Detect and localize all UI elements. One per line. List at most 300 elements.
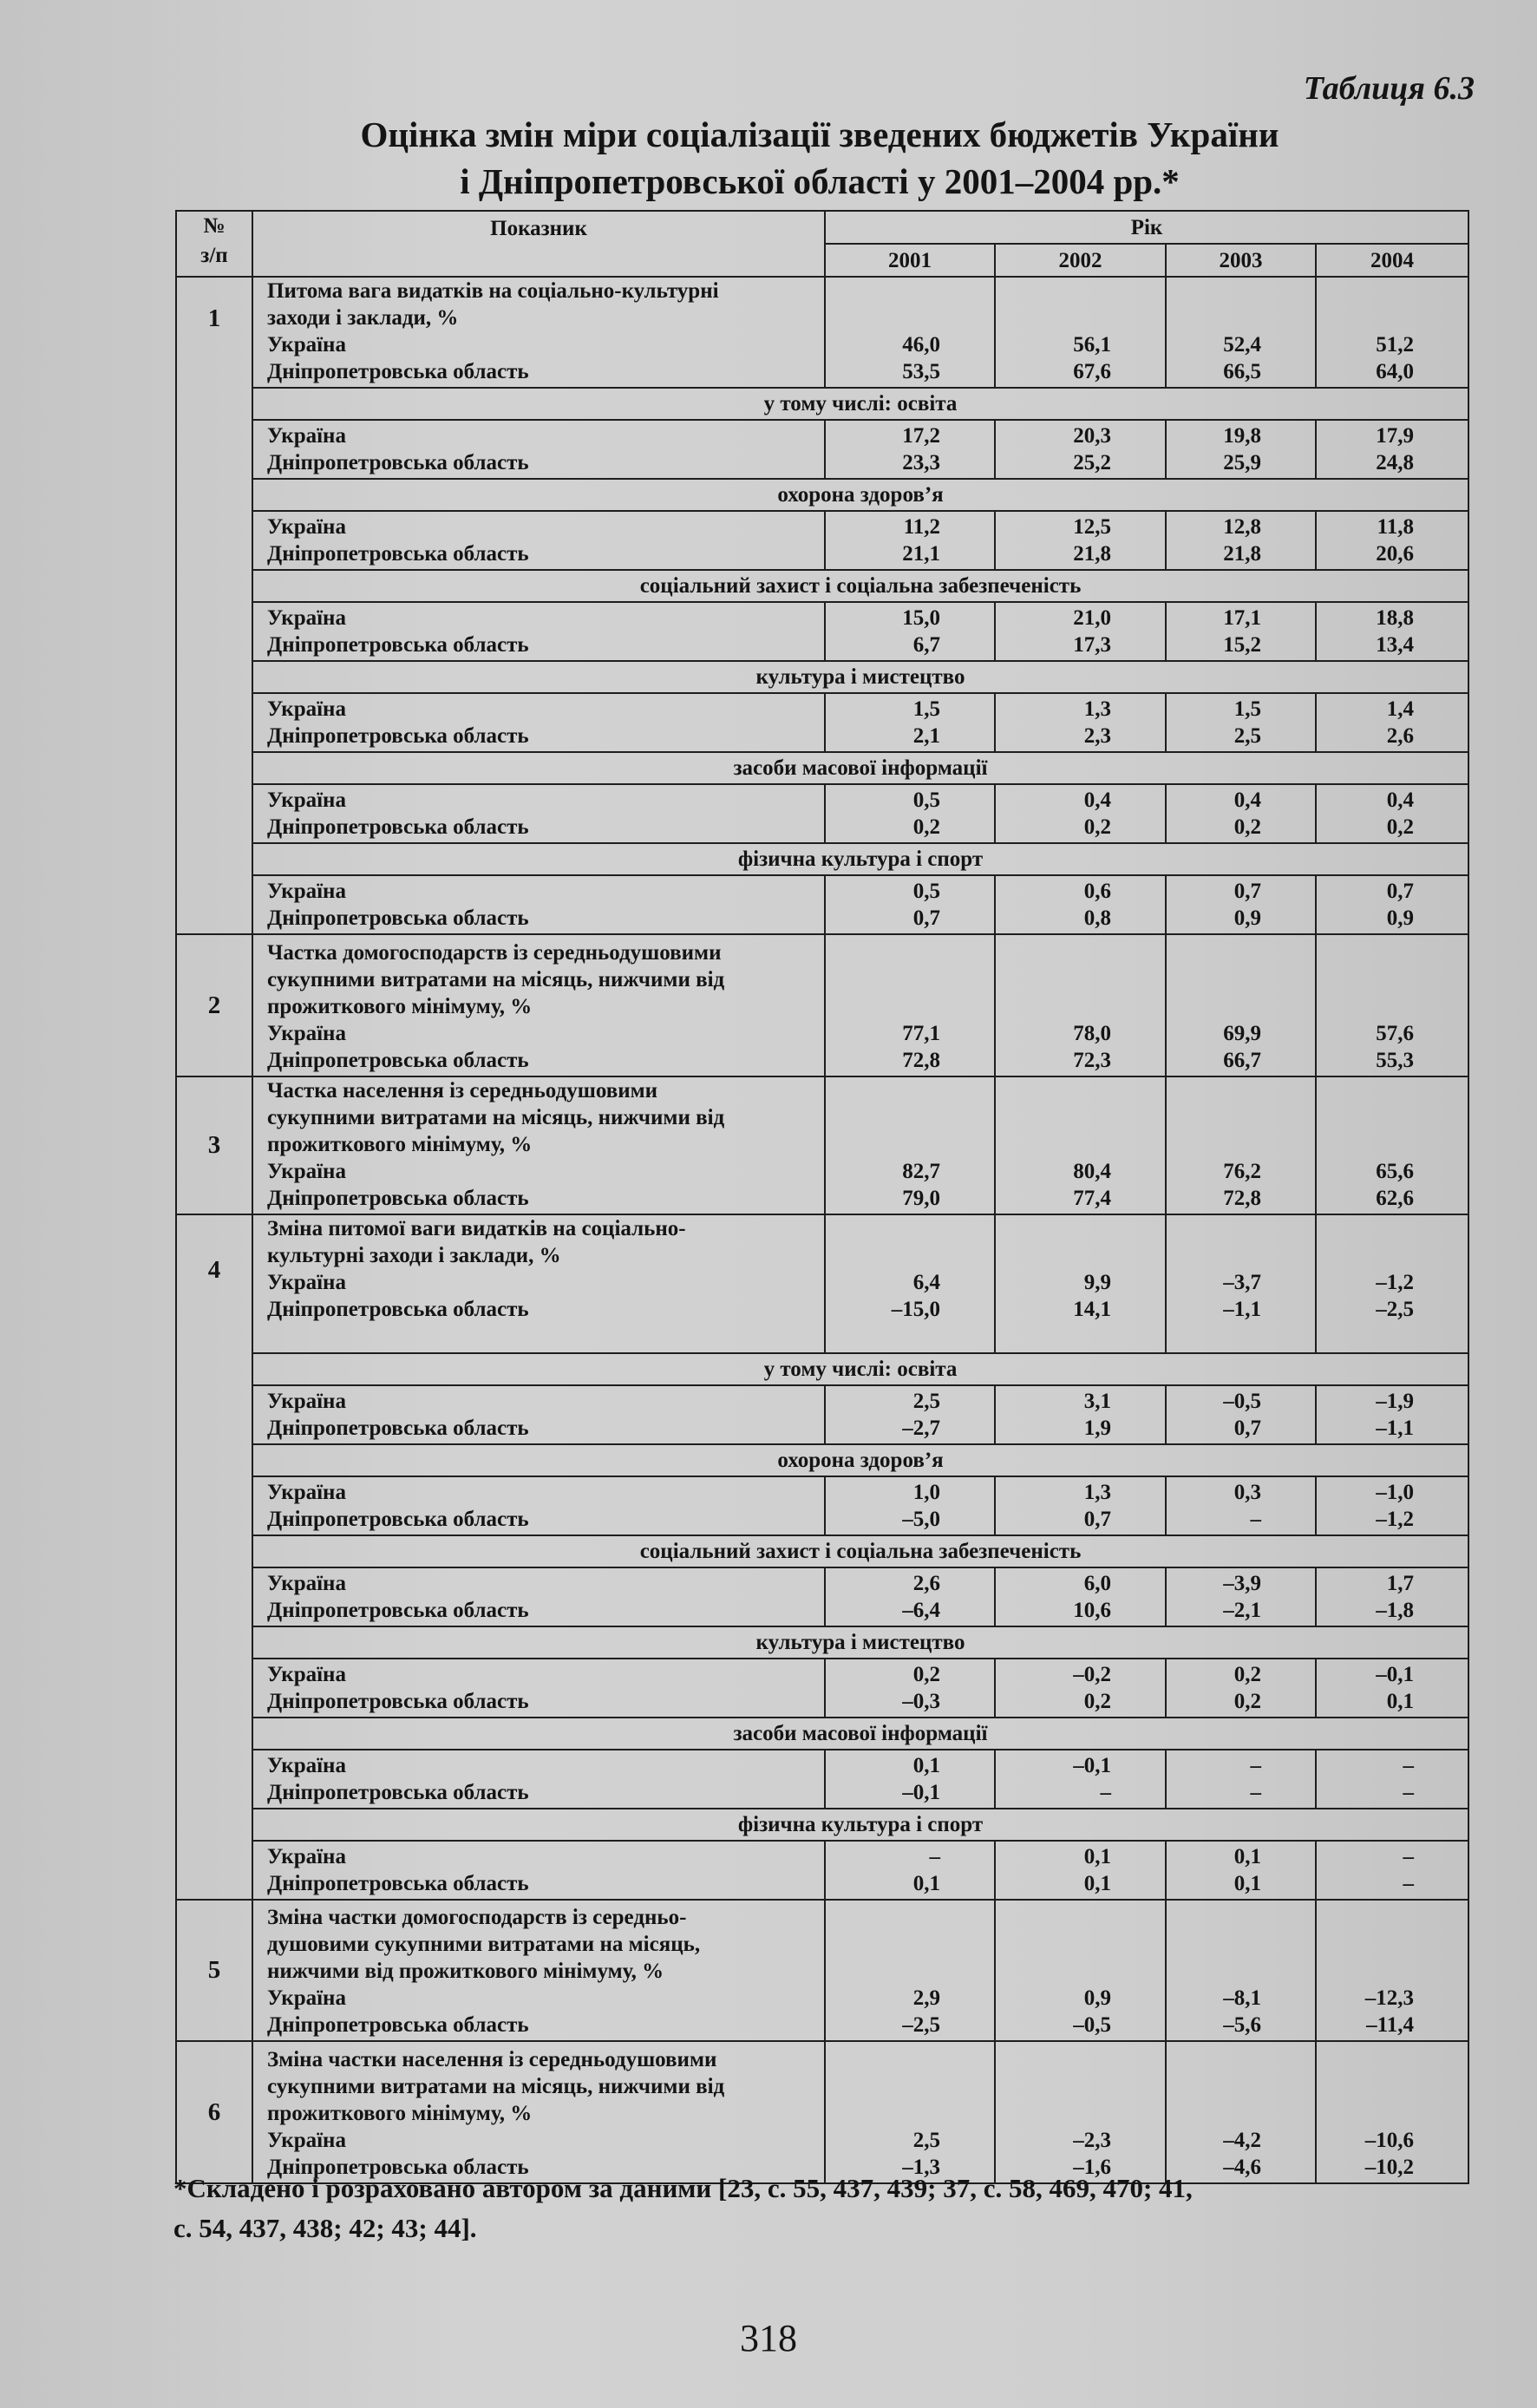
ukraine-value: 2,6 [912,1572,940,1595]
value-cell [995,1841,1166,1900]
value-cell [1316,1900,1468,2041]
subcategory-label: засоби масової інформації [252,752,1468,784]
ukraine-value: 1,7 [1386,1572,1414,1595]
indicator-label [252,1214,825,1353]
region-labels [252,875,825,934]
value-cell [1316,602,1468,661]
value-cell [825,784,995,843]
dnipro-value: 0,2 [1233,815,1261,839]
subcategory-label: охорона здоров’я [252,479,1468,511]
value-cell [825,420,995,479]
subcategory-row [176,843,1468,875]
ukraine-value: 1,5 [912,697,940,721]
region-labels [252,511,825,570]
value-cell [1316,2041,1468,2183]
subcategory-row [176,661,1468,693]
ukraine-value: 20,3 [1073,424,1111,448]
value-cell [825,1750,995,1809]
dnipro-label: Дніпропетровська область [267,906,529,930]
ukraine-value: 1,3 [1083,697,1111,721]
ukraine-value: 0,3 [1233,1481,1261,1504]
dnipro-value: –1,8 [1376,1599,1414,1622]
indicator-title-line: Зміна питомої ваги видатків на соціально- [267,1217,686,1240]
value-cell [1316,784,1468,843]
value-cell [1166,1385,1316,1444]
title-line: Оцінка змін міри соціалізації зведених бюджетів України [360,115,1279,154]
subcategory-row [176,1444,1468,1476]
dnipro-value: 55,3 [1376,1049,1414,1072]
ukraine-value: 0,1 [912,1754,940,1777]
value-cell [1166,511,1316,570]
value-cell [995,420,1166,479]
value-cell [995,602,1166,661]
dnipro-value: 0,7 [912,906,940,930]
ukraine-value: 0,2 [1233,1663,1261,1686]
dnipro-value: –5,0 [902,1508,940,1531]
value-cell [825,875,995,934]
ukraine-value: 0,5 [912,880,940,903]
indicator-row [176,2041,1468,2183]
dnipro-label: Дніпропетровська область [267,2156,529,2179]
ukraine-value: 21,0 [1073,606,1111,630]
data-table [175,210,1469,2184]
value-cell [1316,511,1468,570]
subcategory-label: охорона здоров’я [252,1444,1468,1476]
dnipro-value: –4,6 [1223,2156,1261,2179]
value-cell [825,1841,995,1900]
header-year-2001: 2001 [825,244,995,277]
ukraine-label: Україна [267,788,346,812]
indicator-title-line: сукупними витратами на місяць, нижчими від [267,968,725,991]
dnipro-value: –1,1 [1223,1298,1261,1321]
header-year-2004: 2004 [1316,244,1468,277]
ukraine-value: – [1403,1845,1414,1868]
ukraine-value: –4,2 [1223,2129,1261,2152]
subcategory-label: у тому числі: освіта [252,1353,1468,1385]
header-year-2003: 2003 [1166,244,1316,277]
value-cell [1316,934,1468,1076]
region-labels [252,420,825,479]
ukraine-value: 19,8 [1223,424,1261,448]
dnipro-value: 77,4 [1073,1187,1111,1210]
subcategory-row [176,570,1468,602]
dnipro-label: Дніпропетровська область [267,1508,529,1531]
value-cell [825,1567,995,1626]
ukraine-value: 9,9 [1083,1271,1111,1294]
region-labels [252,1476,825,1535]
table-title [173,111,1466,205]
value-cell [995,2041,1166,2183]
value-cell [825,1385,995,1444]
dnipro-value: 0,2 [1083,815,1111,839]
header-num-top: № [203,214,226,238]
dnipro-value: 2,1 [912,724,940,748]
indicator-title-line: сукупними витратами на місяць, нижчими від [267,2075,725,2098]
ukraine-value: 1,4 [1386,697,1414,721]
indicator-title-line: заходи і заклади, % [267,306,459,330]
dnipro-label: Дніпропетровська область [267,2013,529,2037]
ukraine-value: 65,6 [1376,1160,1414,1183]
ukraine-value: 0,9 [1083,1986,1111,2010]
dnipro-value: –1,6 [1073,2156,1111,2179]
indicator-title-line: прожиткового мінімуму, % [267,995,533,1018]
dnipro-value: 2,3 [1083,724,1111,748]
ukraine-value: 1,5 [1233,697,1261,721]
dnipro-value: –1,1 [1376,1417,1414,1440]
indicator-title-line: душовими сукупними витратами на місяць, [267,1933,701,1956]
value-cell [1166,1076,1316,1214]
dnipro-value: –2,5 [902,2013,940,2037]
dnipro-value: 53,5 [902,360,940,383]
dnipro-value: 23,3 [902,451,940,474]
value-cell [825,1900,995,2041]
subcategory-label: соціальний захист і соціальна забезпеченість [252,570,1468,602]
value-cell [995,784,1166,843]
dnipro-value: 0,2 [912,815,940,839]
subcategory-row [176,1809,1468,1841]
indicator-row [176,1214,1468,1353]
value-cell [995,693,1166,752]
dnipro-value: 0,7 [1233,1417,1261,1440]
ukraine-value: 78,0 [1073,1022,1111,1045]
dnipro-value: 0,1 [1386,1690,1414,1713]
indicator-label [252,2041,825,2183]
ukraine-value: 76,2 [1223,1160,1261,1183]
value-cell [825,1659,995,1718]
subcategory-row [176,1353,1468,1385]
ukraine-value: –1,2 [1376,1271,1414,1294]
value-cell [1166,934,1316,1076]
dnipro-value: 0,8 [1083,906,1111,930]
subcategory-label: культура і мистецтво [252,1626,1468,1659]
dnipro-value: 21,8 [1223,542,1261,566]
ukraine-value: 77,1 [902,1022,940,1045]
value-cell [1316,1659,1468,1718]
value-cell [1166,1900,1316,2041]
row-number: 2 [176,934,252,1076]
ukraine-value: 80,4 [1073,1160,1111,1183]
dnipro-value: –0,5 [1073,2013,1111,2037]
value-cell [825,934,995,1076]
subcategory-row [176,1626,1468,1659]
dnipro-value: 2,5 [1233,724,1261,748]
value-cell [1166,1841,1316,1900]
ukraine-label: Україна [267,606,346,630]
ukraine-value: –0,1 [1376,1663,1414,1686]
header-indicator: Показник [252,211,825,277]
subcategory-data-row [176,511,1468,570]
value-cell [995,1385,1166,1444]
footnote-line: с. 54, 437, 438; 42; 43; 44]. [173,2213,477,2243]
subcategory-data-row [176,602,1468,661]
ukraine-value: 0,4 [1233,788,1261,812]
ukraine-value: 0,6 [1083,880,1111,903]
ukraine-label: Україна [267,1271,346,1294]
dnipro-value: 1,9 [1083,1417,1111,1440]
row-number: 5 [176,1900,252,2041]
dnipro-label: Дніпропетровська область [267,724,529,748]
dnipro-value: –2,7 [902,1417,940,1440]
ukraine-label: Україна [267,1754,346,1777]
value-cell [995,1214,1166,1353]
ukraine-value: 82,7 [902,1160,940,1183]
value-cell [1166,784,1316,843]
value-cell [995,875,1166,934]
ukraine-label: Україна [267,1481,346,1504]
ukraine-value: –8,1 [1223,1986,1261,2010]
value-cell [995,1076,1166,1214]
ukraine-value: 0,4 [1386,788,1414,812]
dnipro-value: –0,1 [902,1781,940,1804]
subcategory-data-row [176,1476,1468,1535]
subcategory-data-row [176,1659,1468,1718]
dnipro-label: Дніпропетровська область [267,1690,529,1713]
title-line: і Дніпропетровської області у 2001–2004 рр.* [460,161,1180,201]
subcategory-data-row [176,1567,1468,1626]
ukraine-value: 2,5 [912,2129,940,2152]
indicator-title-line: Частка населення із середньодушовими [267,1079,658,1103]
header-year: Рік [825,211,1468,244]
value-cell [1316,420,1468,479]
subcategory-data-row [176,875,1468,934]
row-number: 1 [176,277,252,934]
dnipro-value: 0,1 [912,1872,940,1895]
dnipro-value: 24,8 [1376,451,1414,474]
dnipro-value: 64,0 [1376,360,1414,383]
region-labels [252,784,825,843]
value-cell [995,1476,1166,1535]
indicator-title-line: Питома вага видатків на соціально-культурні [267,279,719,303]
ukraine-value: 6,0 [1083,1572,1111,1595]
subcategory-row [176,1535,1468,1567]
ukraine-value: 1,3 [1083,1481,1111,1504]
ukraine-value: 17,2 [902,424,940,448]
ukraine-value: 11,8 [1377,515,1414,539]
dnipro-value: 62,6 [1376,1187,1414,1210]
dnipro-label: Дніпропетровська область [267,815,529,839]
ukraine-value: 51,2 [1376,333,1414,357]
ukraine-value: – [1403,1754,1414,1777]
dnipro-value: 21,1 [902,542,940,566]
indicator-row [176,1076,1468,1214]
dnipro-label: Дніпропетровська область [267,1187,529,1210]
ukraine-value: 2,9 [912,1986,940,2010]
subcategory-label: фізична культура і спорт [252,1809,1468,1841]
ukraine-value: 0,7 [1386,880,1414,903]
ukraine-value: 12,5 [1073,515,1111,539]
dnipro-value: –6,4 [902,1599,940,1622]
indicator-label [252,1900,825,2041]
indicator-title-line: сукупними витратами на місяць, нижчими від [267,1106,725,1129]
value-cell [1166,1476,1316,1535]
ukraine-label: Україна [267,1845,346,1868]
header-year-2002: 2002 [995,244,1166,277]
dnipro-value: –5,6 [1223,2013,1261,2037]
value-cell [825,1214,995,1353]
dnipro-value: 72,8 [902,1049,940,1072]
ukraine-value: 18,8 [1376,606,1414,630]
subcategory-row [176,1718,1468,1750]
ukraine-value: 0,5 [912,788,940,812]
dnipro-label: Дніпропетровська область [267,1298,529,1321]
ukraine-value: 3,1 [1083,1390,1111,1413]
ukraine-value: –0,2 [1073,1663,1111,1686]
ukraine-value: 0,7 [1233,880,1261,903]
ukraine-value: 46,0 [902,333,940,357]
subcategory-data-row [176,693,1468,752]
ukraine-value: –1,0 [1376,1481,1414,1504]
dnipro-label: Дніпропетровська область [267,1417,529,1440]
subcategory-label: фізична культура і спорт [252,843,1468,875]
dnipro-value: 0,7 [1083,1508,1111,1531]
dnipro-label: Дніпропетровська область [267,633,529,657]
indicator-label [252,277,825,388]
ukraine-value: –3,9 [1223,1572,1261,1595]
value-cell [825,511,995,570]
subcategory-row [176,479,1468,511]
footnote [173,2169,1475,2248]
dnipro-value: 10,6 [1073,1599,1111,1622]
dnipro-value: 79,0 [902,1187,940,1210]
value-cell [1166,693,1316,752]
value-cell [1316,875,1468,934]
subcategory-data-row [176,784,1468,843]
dnipro-value: – [1250,1781,1261,1804]
subcategory-label: засоби масової інформації [252,1718,1468,1750]
ukraine-value: –10,6 [1364,2129,1414,2152]
ukraine-value: –3,7 [1223,1271,1261,1294]
value-cell [1166,1567,1316,1626]
row-number: 6 [176,2041,252,2183]
ukraine-value: 0,1 [1083,1845,1111,1868]
value-cell [1166,1659,1316,1718]
value-cell [1166,2041,1316,2183]
dnipro-value: 0,9 [1233,906,1261,930]
indicator-title-line: прожиткового мінімуму, % [267,1133,533,1156]
dnipro-value: 6,7 [912,633,940,657]
dnipro-label: Дніпропетровська область [267,1872,529,1895]
dnipro-value: 72,8 [1223,1187,1261,1210]
region-labels [252,1659,825,1718]
ukraine-value: 1,0 [912,1481,940,1504]
value-cell [825,277,995,388]
ukraine-value: 52,4 [1223,333,1261,357]
dnipro-value: 13,4 [1376,633,1414,657]
indicator-title-line: Зміна частки домогосподарств із середньо- [267,1906,687,1929]
ukraine-value: 17,1 [1223,606,1261,630]
subcategory-data-row [176,420,1468,479]
dnipro-value: 2,6 [1386,724,1414,748]
ukraine-label: Україна [267,1390,346,1413]
ukraine-value: –0,5 [1223,1390,1261,1413]
ukraine-label: Україна [267,1160,346,1183]
ukraine-value: 56,1 [1073,333,1111,357]
subcategory-row [176,752,1468,784]
indicator-label [252,934,825,1076]
dnipro-value: 66,5 [1223,360,1261,383]
indicator-row [176,277,1468,388]
footnote-line: *Складено і розраховано автором за даними [23, с. 55, 437, 439; 37, с. 58, 469, 470; 41, [173,2173,1193,2203]
header-row [176,211,1468,244]
value-cell [1316,1567,1468,1626]
dnipro-value: 25,9 [1223,451,1261,474]
dnipro-value: 17,3 [1073,633,1111,657]
value-cell [1166,277,1316,388]
value-cell [995,511,1166,570]
ukraine-value: 15,0 [902,606,940,630]
value-cell [1316,1214,1468,1353]
dnipro-value: –1,3 [902,2156,940,2179]
dnipro-value: –10,2 [1364,2156,1414,2179]
ukraine-value: 17,9 [1376,424,1414,448]
ukraine-label: Україна [267,1572,346,1595]
dnipro-label: Дніпропетровська область [267,1599,529,1622]
value-cell [995,1750,1166,1809]
row-number: 3 [176,1076,252,1214]
value-cell [995,277,1166,388]
ukraine-label: Україна [267,333,346,357]
dnipro-value: – [1403,1872,1414,1895]
dnipro-value: 0,1 [1233,1872,1261,1895]
ukraine-value: 0,1 [1233,1845,1261,1868]
ukraine-label: Україна [267,515,346,539]
page-number: 318 [740,2317,797,2359]
ukraine-label: Україна [267,1663,346,1686]
dnipro-value: 0,2 [1083,1690,1111,1713]
value-cell [1316,277,1468,388]
value-cell [825,693,995,752]
dnipro-value: – [1100,1781,1111,1804]
dnipro-value: 20,6 [1376,542,1414,566]
value-cell [1166,1750,1316,1809]
value-cell [995,934,1166,1076]
ukraine-value: 57,6 [1376,1022,1414,1045]
value-cell [1166,1214,1316,1353]
value-cell [995,1659,1166,1718]
ukraine-value: –0,1 [1073,1754,1111,1777]
subcategory-label: соціальний захист і соціальна забезпеченість [252,1535,1468,1567]
dnipro-value: –1,2 [1376,1508,1414,1531]
value-cell [1166,602,1316,661]
ukraine-label: Україна [267,2129,346,2152]
subcategory-data-row [176,1841,1468,1900]
region-labels [252,602,825,661]
ukraine-label: Україна [267,424,346,448]
region-labels [252,1385,825,1444]
indicator-title-line: нижчими від прожиткового мінімуму, % [267,1960,664,1983]
dnipro-value: 72,3 [1073,1049,1111,1072]
dnipro-value: –15,0 [891,1298,940,1321]
ukraine-value: –2,3 [1073,2129,1111,2152]
ukraine-value: 0,2 [912,1663,940,1686]
dnipro-label: Дніпропетровська область [267,360,529,383]
ukraine-label: Україна [267,880,346,903]
header-num-bottom: з/п [200,244,228,267]
dnipro-value: – [1250,1508,1261,1531]
value-cell [825,1076,995,1214]
value-cell [1166,875,1316,934]
value-cell [1316,1841,1468,1900]
ukraine-label: Україна [267,697,346,721]
dnipro-value: 14,1 [1073,1298,1111,1321]
ukraine-value: –1,9 [1376,1390,1414,1413]
dnipro-value: 0,9 [1386,906,1414,930]
dnipro-label: Дніпропетровська область [267,1781,529,1804]
ukraine-value: 6,4 [912,1271,940,1294]
subcategory-label: культура і мистецтво [252,661,1468,693]
ukraine-value: – [1250,1754,1261,1777]
value-cell [825,2041,995,2183]
